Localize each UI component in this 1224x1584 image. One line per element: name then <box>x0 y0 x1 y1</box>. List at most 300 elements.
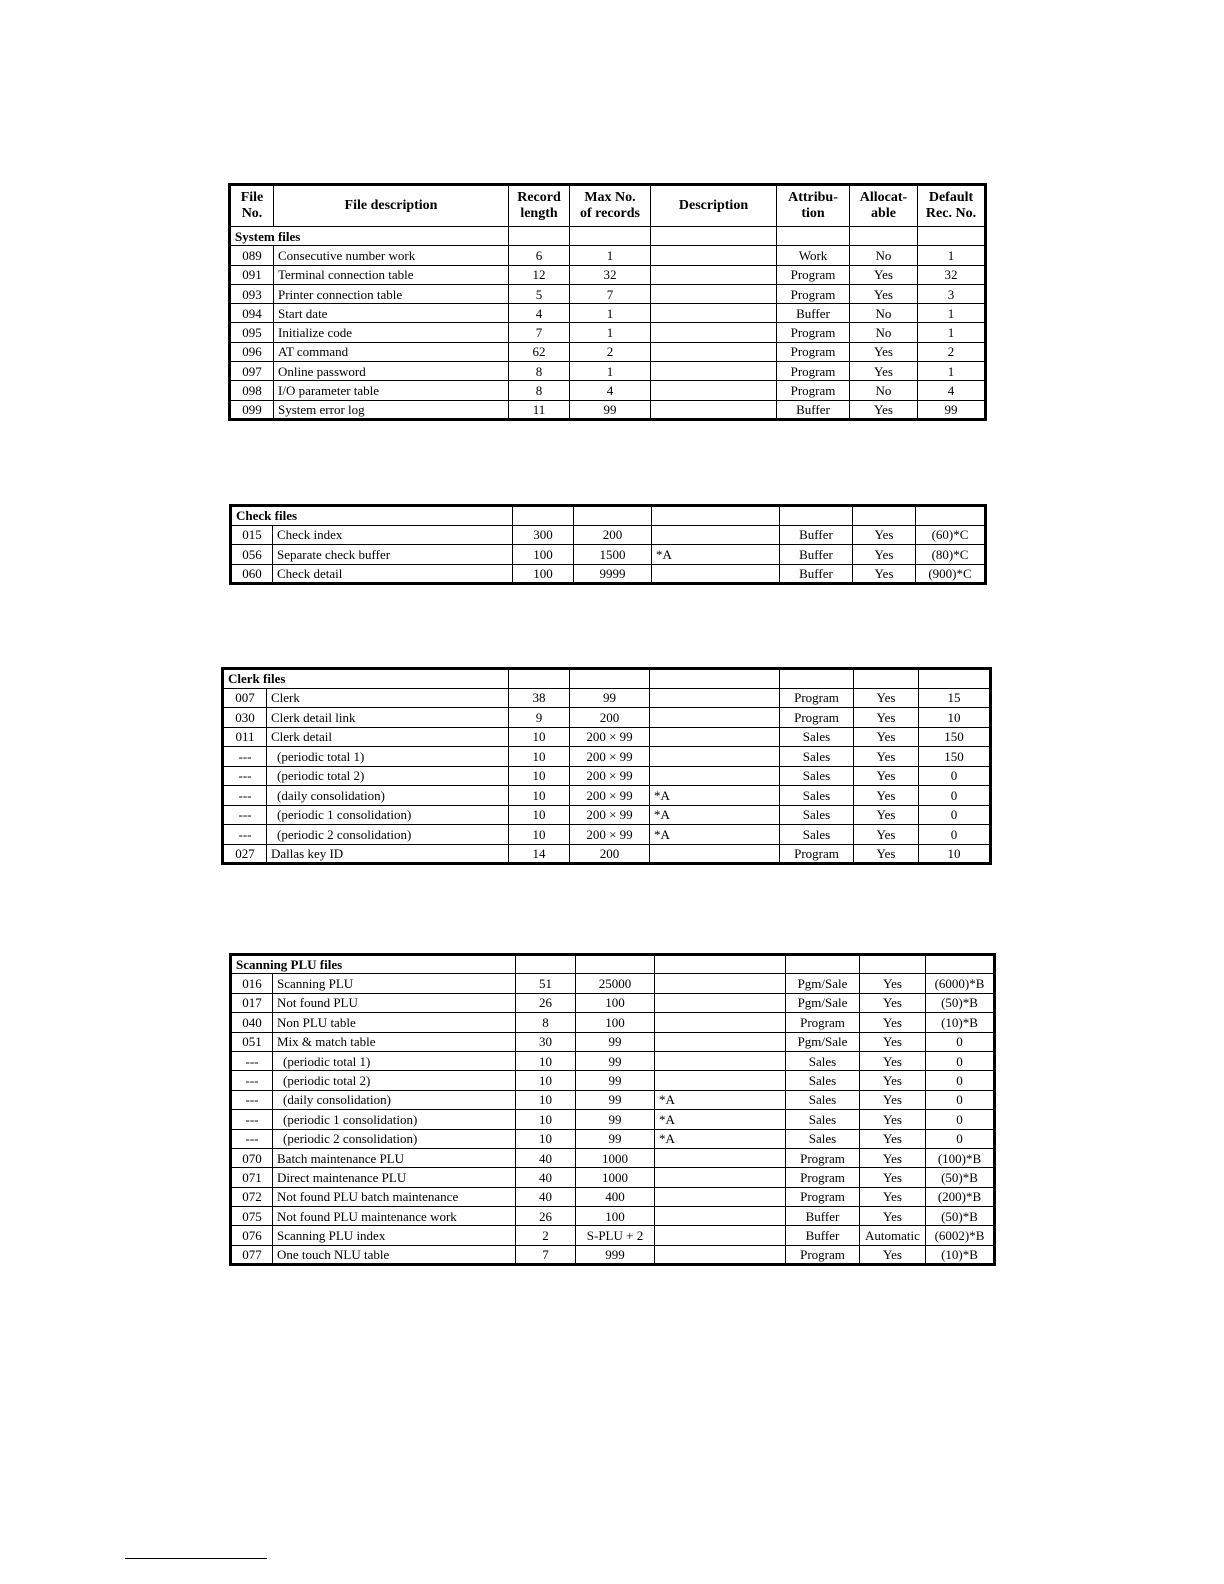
cell-record-length: 40 <box>516 1187 576 1206</box>
cell-file-description: Non PLU table <box>273 1013 516 1032</box>
cell-default-rec: (900)*C <box>916 564 986 584</box>
cell-attribution: Program <box>777 284 850 303</box>
section-title-blank-cell <box>780 506 853 526</box>
cell-description <box>655 1187 786 1206</box>
cell-record-length: 2 <box>516 1226 576 1245</box>
cell-max-records: 999 <box>576 1245 655 1264</box>
cell-attribution: Sales <box>780 786 854 806</box>
cell-allocatable: Yes <box>850 342 918 361</box>
clerk-files-table <box>221 667 992 865</box>
table-row <box>231 1129 995 1148</box>
cell-file-description: I/O parameter table <box>274 381 509 400</box>
cell-file-no: --- <box>223 747 267 767</box>
cell-attribution: Program <box>780 708 854 728</box>
cell-attribution: Program <box>777 381 850 400</box>
cell-record-length: 10 <box>509 786 570 806</box>
cell-max-records: 100 <box>576 1207 655 1226</box>
cell-attribution: Sales <box>786 1129 860 1148</box>
section-title-blank-cell <box>513 506 574 526</box>
cell-allocatable: Yes <box>860 1245 926 1264</box>
section-title-row <box>231 955 995 974</box>
cell-max-records: 1 <box>570 304 651 323</box>
cell-max-records: 200 × 99 <box>570 825 650 845</box>
cell-attribution: Program <box>780 688 854 708</box>
section-title: Clerk files <box>223 669 509 689</box>
table-row <box>223 805 991 825</box>
cell-file-no: 015 <box>231 525 273 545</box>
cell-record-length: 300 <box>513 525 574 545</box>
cell-file-description: Consecutive number work <box>274 246 509 265</box>
cell-record-length: 7 <box>509 323 570 342</box>
cell-description <box>651 284 777 303</box>
col-allocatable: Allocat- able <box>850 185 918 227</box>
cell-record-length: 12 <box>509 265 570 284</box>
cell-file-description: (periodic 2 consolidation) <box>273 1129 516 1148</box>
cell-max-records: 99 <box>576 1129 655 1148</box>
cell-default-rec: 0 <box>926 1071 995 1090</box>
cell-file-no: 071 <box>231 1168 273 1187</box>
cell-record-length: 10 <box>516 1110 576 1129</box>
cell-file-no: 072 <box>231 1187 273 1206</box>
col-default-rec: Default Rec. No. <box>918 185 986 227</box>
cell-description <box>655 993 786 1012</box>
cell-attribution: Program <box>786 1013 860 1032</box>
cell-max-records: 99 <box>576 1090 655 1109</box>
table-row <box>230 381 986 400</box>
section-title: System files <box>230 227 509 246</box>
cell-file-no: --- <box>223 805 267 825</box>
section-title-blank-cell <box>786 955 860 974</box>
cell-attribution: Program <box>786 1168 860 1187</box>
section-title-blank-cell <box>854 669 919 689</box>
cell-record-length: 4 <box>509 304 570 323</box>
cell-file-description: Separate check buffer <box>273 545 513 565</box>
table-row <box>231 1013 995 1032</box>
cell-allocatable: No <box>850 381 918 400</box>
cell-default-rec: (100)*B <box>926 1148 995 1167</box>
cell-file-no: 017 <box>231 993 273 1012</box>
cell-allocatable: Yes <box>854 805 919 825</box>
cell-file-description: Direct maintenance PLU <box>273 1168 516 1187</box>
cell-description <box>651 400 777 419</box>
cell-file-description: Scanning PLU <box>273 974 516 993</box>
table-row <box>230 342 986 361</box>
cell-record-length: 10 <box>509 805 570 825</box>
table-row <box>231 1090 995 1109</box>
table-row <box>223 708 991 728</box>
col-file-description: File description <box>274 185 509 227</box>
cell-max-records: 99 <box>570 400 651 419</box>
cell-description <box>655 1032 786 1051</box>
cell-record-length: 7 <box>516 1245 576 1264</box>
table-row <box>230 362 986 381</box>
cell-file-no: 076 <box>231 1226 273 1245</box>
cell-description <box>651 246 777 265</box>
cell-allocatable: Yes <box>854 747 919 767</box>
cell-max-records: 4 <box>570 381 651 400</box>
cell-description <box>650 688 780 708</box>
cell-allocatable: Yes <box>854 766 919 786</box>
section-title-blank-cell <box>780 669 854 689</box>
cell-allocatable: Yes <box>854 727 919 747</box>
cell-default-rec: (10)*B <box>926 1013 995 1032</box>
cell-attribution: Sales <box>780 747 854 767</box>
cell-file-no: --- <box>231 1071 273 1090</box>
cell-file-description: Not found PLU maintenance work <box>273 1207 516 1226</box>
cell-file-no: 016 <box>231 974 273 993</box>
cell-max-records: 200 × 99 <box>570 805 650 825</box>
cell-default-rec: (50)*B <box>926 993 995 1012</box>
table-row <box>231 1168 995 1187</box>
cell-allocatable: Yes <box>860 1032 926 1051</box>
cell-file-description: Clerk detail <box>267 727 509 747</box>
cell-default-rec: (50)*B <box>926 1207 995 1226</box>
cell-allocatable: Yes <box>854 708 919 728</box>
cell-allocatable: Yes <box>860 1187 926 1206</box>
cell-allocatable: Yes <box>850 284 918 303</box>
section-title-blank-cell <box>570 669 650 689</box>
cell-attribution: Program <box>786 1187 860 1206</box>
cell-attribution: Sales <box>786 1090 860 1109</box>
cell-attribution: Sales <box>780 766 854 786</box>
cell-max-records: 200 × 99 <box>570 747 650 767</box>
cell-file-description: Printer connection table <box>274 284 509 303</box>
cell-max-records: 99 <box>576 1032 655 1051</box>
cell-attribution: Pgm/Sale <box>786 974 860 993</box>
table-row <box>231 1148 995 1167</box>
cell-default-rec: 1 <box>918 304 986 323</box>
cell-max-records: 2 <box>570 342 651 361</box>
table-row <box>231 1110 995 1129</box>
cell-attribution: Buffer <box>780 545 853 565</box>
cell-max-records: 1500 <box>574 545 652 565</box>
cell-default-rec: 1 <box>918 362 986 381</box>
cell-default-rec: 0 <box>926 1090 995 1109</box>
cell-allocatable: Automatic <box>860 1226 926 1245</box>
table-row <box>231 525 986 545</box>
cell-file-no: --- <box>231 1051 273 1070</box>
cell-attribution: Sales <box>780 825 854 845</box>
cell-allocatable: Yes <box>854 688 919 708</box>
cell-file-description: Scanning PLU index <box>273 1226 516 1245</box>
cell-description <box>655 974 786 993</box>
cell-default-rec: 0 <box>919 786 991 806</box>
cell-file-description: Initialize code <box>274 323 509 342</box>
section-title-row <box>231 506 986 526</box>
cell-file-no: 091 <box>230 265 274 284</box>
cell-description <box>650 727 780 747</box>
cell-file-description: (daily consolidation) <box>273 1090 516 1109</box>
table-row <box>231 1051 995 1070</box>
cell-file-description: Clerk <box>267 688 509 708</box>
table-row <box>230 323 986 342</box>
cell-file-description: Start date <box>274 304 509 323</box>
section-title-blank-cell <box>509 227 570 246</box>
cell-attribution: Buffer <box>786 1207 860 1226</box>
cell-description <box>651 265 777 284</box>
cell-record-length: 14 <box>509 844 570 864</box>
cell-record-length: 26 <box>516 993 576 1012</box>
cell-description <box>655 1051 786 1070</box>
cell-max-records: 1000 <box>576 1168 655 1187</box>
cell-file-description: Not found PLU <box>273 993 516 1012</box>
cell-attribution: Program <box>786 1148 860 1167</box>
cell-max-records: 200 <box>570 844 650 864</box>
cell-attribution: Program <box>777 265 850 284</box>
cell-file-no: 097 <box>230 362 274 381</box>
cell-file-no: 040 <box>231 1013 273 1032</box>
cell-max-records: 200 <box>570 708 650 728</box>
cell-record-length: 38 <box>509 688 570 708</box>
cell-attribution: Sales <box>786 1110 860 1129</box>
cell-allocatable: Yes <box>860 1207 926 1226</box>
section-title-blank-cell <box>655 955 786 974</box>
cell-max-records: 1 <box>570 246 651 265</box>
cell-allocatable: Yes <box>860 993 926 1012</box>
section-title-blank-cell <box>650 669 780 689</box>
cell-record-length: 100 <box>513 564 574 584</box>
cell-default-rec: (80)*C <box>916 545 986 565</box>
cell-default-rec: (6002)*B <box>926 1226 995 1245</box>
footnote-rule <box>125 1558 267 1559</box>
cell-file-no: --- <box>231 1129 273 1148</box>
cell-file-description: (daily consolidation) <box>267 786 509 806</box>
cell-description <box>651 304 777 323</box>
table-row <box>230 304 986 323</box>
cell-attribution: Pgm/Sale <box>786 1032 860 1051</box>
cell-description <box>650 747 780 767</box>
cell-attribution: Pgm/Sale <box>786 993 860 1012</box>
cell-allocatable: Yes <box>854 825 919 845</box>
cell-file-no: 056 <box>231 545 273 565</box>
table-row <box>231 1245 995 1264</box>
cell-record-length: 11 <box>509 400 570 419</box>
cell-record-length: 10 <box>516 1051 576 1070</box>
table-row <box>230 284 986 303</box>
cell-record-length: 100 <box>513 545 574 565</box>
cell-default-rec: 32 <box>918 265 986 284</box>
cell-description <box>655 1207 786 1226</box>
cell-record-length: 8 <box>516 1013 576 1032</box>
cell-record-length: 51 <box>516 974 576 993</box>
cell-description: *A <box>650 825 780 845</box>
cell-attribution: Sales <box>786 1071 860 1090</box>
cell-max-records: 25000 <box>576 974 655 993</box>
cell-description <box>651 381 777 400</box>
cell-default-rec: 0 <box>919 825 991 845</box>
cell-description: *A <box>652 545 780 565</box>
table-row <box>223 844 991 864</box>
section-title-blank-cell <box>918 227 986 246</box>
cell-default-rec: (50)*B <box>926 1168 995 1187</box>
cell-default-rec: 150 <box>919 727 991 747</box>
cell-record-length: 62 <box>509 342 570 361</box>
cell-file-no: 075 <box>231 1207 273 1226</box>
col-attribution: Attribu- tion <box>777 185 850 227</box>
cell-attribution: Sales <box>780 805 854 825</box>
col-file-no: File No. <box>230 185 274 227</box>
cell-file-description: Dallas key ID <box>267 844 509 864</box>
cell-file-description: Not found PLU batch maintenance <box>273 1187 516 1206</box>
cell-file-no: 007 <box>223 688 267 708</box>
cell-description <box>655 1148 786 1167</box>
section-title-blank-cell <box>574 506 652 526</box>
cell-max-records: 100 <box>576 993 655 1012</box>
cell-record-length: 30 <box>516 1032 576 1051</box>
cell-description <box>655 1168 786 1187</box>
section-title-blank-cell <box>853 506 916 526</box>
cell-description <box>655 1226 786 1245</box>
cell-default-rec: (60)*C <box>916 525 986 545</box>
cell-description: *A <box>650 786 780 806</box>
cell-file-no: --- <box>223 786 267 806</box>
cell-file-no: 094 <box>230 304 274 323</box>
cell-allocatable: No <box>850 323 918 342</box>
cell-default-rec: (10)*B <box>926 1245 995 1264</box>
cell-max-records: 99 <box>576 1051 655 1070</box>
cell-default-rec: 3 <box>918 284 986 303</box>
cell-record-length: 10 <box>509 747 570 767</box>
cell-file-description: Check detail <box>273 564 513 584</box>
cell-default-rec: 0 <box>919 805 991 825</box>
cell-max-records: 200 × 99 <box>570 727 650 747</box>
cell-allocatable: Yes <box>860 1148 926 1167</box>
cell-allocatable: Yes <box>860 1129 926 1148</box>
cell-record-length: 10 <box>509 825 570 845</box>
table-row <box>231 1226 995 1245</box>
cell-description: *A <box>650 805 780 825</box>
cell-record-length: 40 <box>516 1148 576 1167</box>
cell-allocatable: Yes <box>850 400 918 419</box>
table-row <box>223 688 991 708</box>
table-row <box>223 727 991 747</box>
section-title-blank-cell <box>651 227 777 246</box>
table-row <box>231 1032 995 1051</box>
cell-record-length: 10 <box>516 1090 576 1109</box>
cell-default-rec: 4 <box>918 381 986 400</box>
section-title-blank-cell <box>576 955 655 974</box>
section-title-blank-cell <box>860 955 926 974</box>
cell-default-rec: 0 <box>926 1110 995 1129</box>
cell-file-no: 089 <box>230 246 274 265</box>
section-title-blank-cell <box>777 227 850 246</box>
cell-allocatable: Yes <box>860 1051 926 1070</box>
cell-max-records: 200 × 99 <box>570 786 650 806</box>
cell-default-rec: 0 <box>926 1051 995 1070</box>
section-title-blank-cell <box>652 506 780 526</box>
cell-allocatable: Yes <box>860 1071 926 1090</box>
cell-description <box>655 1013 786 1032</box>
cell-max-records: 9999 <box>574 564 652 584</box>
cell-description <box>650 708 780 728</box>
cell-record-length: 6 <box>509 246 570 265</box>
cell-allocatable: Yes <box>853 525 916 545</box>
section-title-row <box>230 227 986 246</box>
cell-allocatable: Yes <box>854 786 919 806</box>
cell-file-no: --- <box>231 1110 273 1129</box>
cell-default-rec: (200)*B <box>926 1187 995 1206</box>
table-row <box>230 265 986 284</box>
table-row <box>231 1071 995 1090</box>
cell-max-records: 1 <box>570 362 651 381</box>
cell-default-rec: 0 <box>926 1032 995 1051</box>
cell-allocatable: Yes <box>853 564 916 584</box>
cell-record-length: 10 <box>516 1071 576 1090</box>
cell-description <box>652 525 780 545</box>
cell-file-description: Terminal connection table <box>274 265 509 284</box>
cell-attribution: Sales <box>786 1051 860 1070</box>
cell-file-description: (periodic total 2) <box>267 766 509 786</box>
cell-record-length: 8 <box>509 381 570 400</box>
section-title-blank-cell <box>850 227 918 246</box>
cell-file-no: 030 <box>223 708 267 728</box>
cell-default-rec: 15 <box>919 688 991 708</box>
cell-max-records: 400 <box>576 1187 655 1206</box>
cell-attribution: Buffer <box>777 400 850 419</box>
cell-record-length: 26 <box>516 1207 576 1226</box>
cell-description <box>651 342 777 361</box>
cell-file-description: (periodic 2 consolidation) <box>267 825 509 845</box>
col-max-records: Max No. of records <box>570 185 651 227</box>
cell-file-description: Clerk detail link <box>267 708 509 728</box>
section-title-row <box>223 669 991 689</box>
cell-attribution: Program <box>777 323 850 342</box>
col-description: Description <box>651 185 777 227</box>
cell-file-no: --- <box>223 766 267 786</box>
cell-record-length: 5 <box>509 284 570 303</box>
cell-file-description: Batch maintenance PLU <box>273 1148 516 1167</box>
cell-description <box>650 766 780 786</box>
table-row <box>230 400 986 419</box>
cell-max-records: 200 × 99 <box>570 766 650 786</box>
cell-default-rec: (6000)*B <box>926 974 995 993</box>
table-row <box>223 786 991 806</box>
cell-allocatable: Yes <box>860 1168 926 1187</box>
cell-description <box>655 1245 786 1264</box>
header-row <box>230 185 986 227</box>
cell-attribution: Buffer <box>780 564 853 584</box>
cell-allocatable: Yes <box>850 265 918 284</box>
cell-description <box>655 1071 786 1090</box>
cell-description: *A <box>655 1110 786 1129</box>
section-title-blank-cell <box>919 669 991 689</box>
cell-description <box>652 564 780 584</box>
cell-description: *A <box>655 1090 786 1109</box>
table-row <box>231 1207 995 1226</box>
col-record-length: Record length <box>509 185 570 227</box>
cell-file-no: 093 <box>230 284 274 303</box>
cell-allocatable: No <box>850 246 918 265</box>
cell-file-no: 070 <box>231 1148 273 1167</box>
cell-file-description: Check index <box>273 525 513 545</box>
cell-default-rec: 1 <box>918 246 986 265</box>
cell-file-no: 098 <box>230 381 274 400</box>
section-title-blank-cell <box>916 506 986 526</box>
table-row <box>223 747 991 767</box>
cell-max-records: 32 <box>570 265 651 284</box>
table-row <box>223 766 991 786</box>
cell-max-records: 7 <box>570 284 651 303</box>
cell-file-description: AT command <box>274 342 509 361</box>
cell-default-rec: 2 <box>918 342 986 361</box>
cell-file-no: 060 <box>231 564 273 584</box>
cell-allocatable: Yes <box>860 1110 926 1129</box>
table-row <box>231 993 995 1012</box>
cell-default-rec: 0 <box>926 1129 995 1148</box>
scanning-plu-files-table <box>229 953 996 1266</box>
cell-file-no: 099 <box>230 400 274 419</box>
cell-record-length: 10 <box>516 1129 576 1148</box>
